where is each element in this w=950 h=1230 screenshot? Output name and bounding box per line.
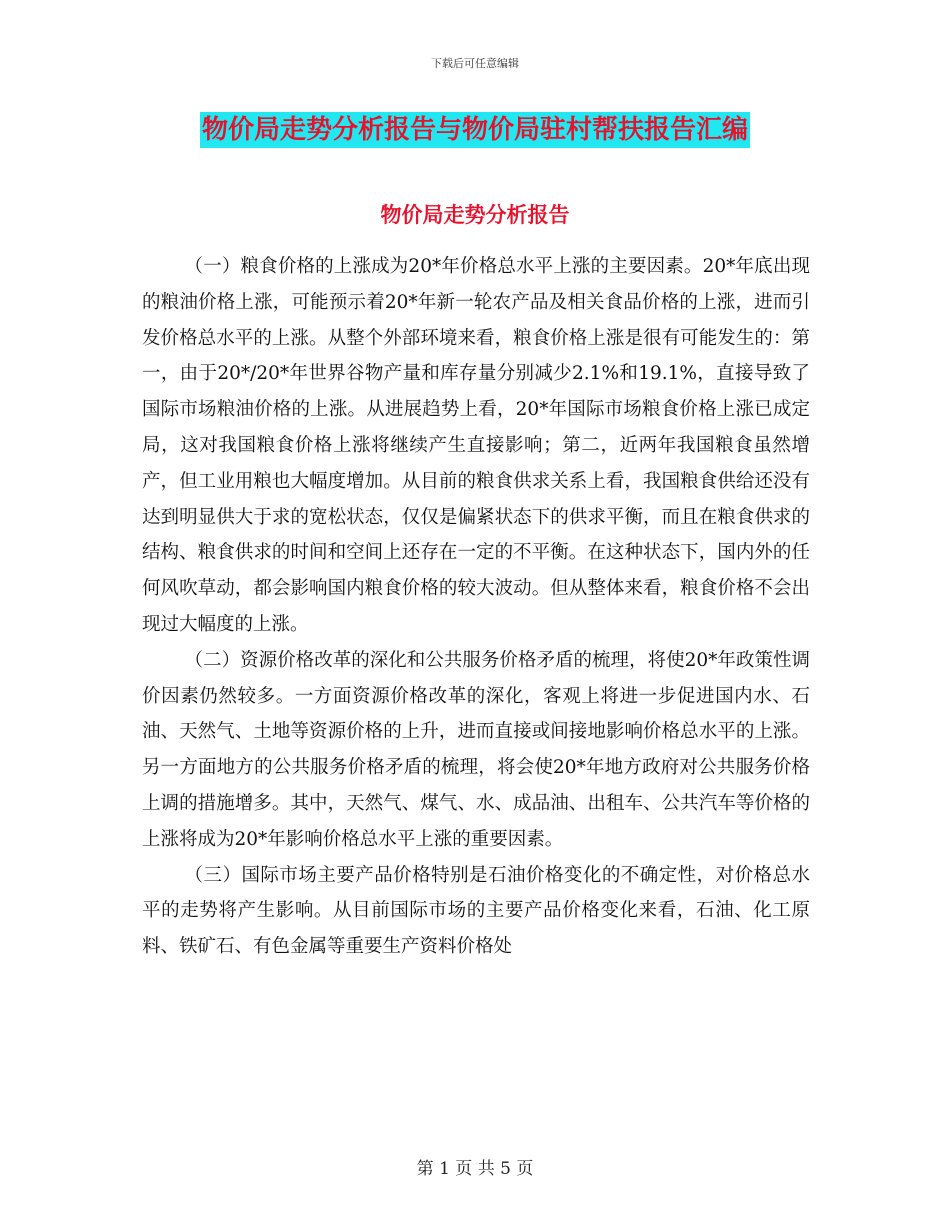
page-footer: 第 1 页 共 5 页 [416,1159,534,1179]
main-title-container [0,112,950,148]
section-title: 物价局走势分析报告 [380,203,570,227]
header-note: 下载后可任意编辑 [431,57,519,70]
document-body [142,249,810,965]
paragraph: （一）粮食价格的上涨成为20*年价格总水平上涨的主要因素。20*年底出现的粮油价格上涨，可能预示着20*年新一轮农产品及相关食品价格的上涨，进而引发价格总水平的上涨。从整个外部环境来看，粮食价格上涨是很有可能发生的：第一，由于20*/20*年世界谷物产量和库存量分别减少2.1%和19.1%，直接导致了国际市场粮油价格的上涨。从进展趋势上看，20*年国际市场粮食价格上涨已成定局，这对我国粮食价格上涨将继续产生直接影响；第二，近两年我国粮食虽然增产，但工业用粮也大幅度增加。从目前的粮食供求关系上看，我国粮食供给还没有达到明显供大于求的宽松状态，仅仅是偏紧状态下的供求平衡，而且在粮食供求的结构、粮食供求的时间和空间上还存在一定的不平衡。在这种状态下，国内外的任何风吹草动，都会影响国内粮食价格的较大波动。但从整体来看，粮食价格不会出现过大幅度的上涨。 [142,256,810,635]
paragraph: （二）资源价格改革的深化和公共服务价格矛盾的梳理，将使20*年政策性调价因素仍然较多。一方面资源价格改革的深化，客观上将进一步促进国内水、石油、天然气、土地等资源价格的上升，进而直接或间接地影响价格总水平的上涨。另一方面地方的公共服务价格矛盾的梳理，将会使20*年地方政府对公共服务价格上调的措施增多。其中，天然气、煤气、水、成品油、出租车、公共汽车等价格的上涨将成为20*年影响价格总水平上涨的重要因素。 [142,649,810,850]
main-title: 物价局走势分析报告与物价局驻村帮扶报告汇编 [200,112,750,148]
paragraph: （三）国际市场主要产品价格特别是石油价格变化的不确定性，对价格总水平的走势将产生影响。从目前国际市场的主要产品价格变化来看，石油、化工原料、铁矿石、有色金属等重要生产资料价格处 [142,864,810,958]
